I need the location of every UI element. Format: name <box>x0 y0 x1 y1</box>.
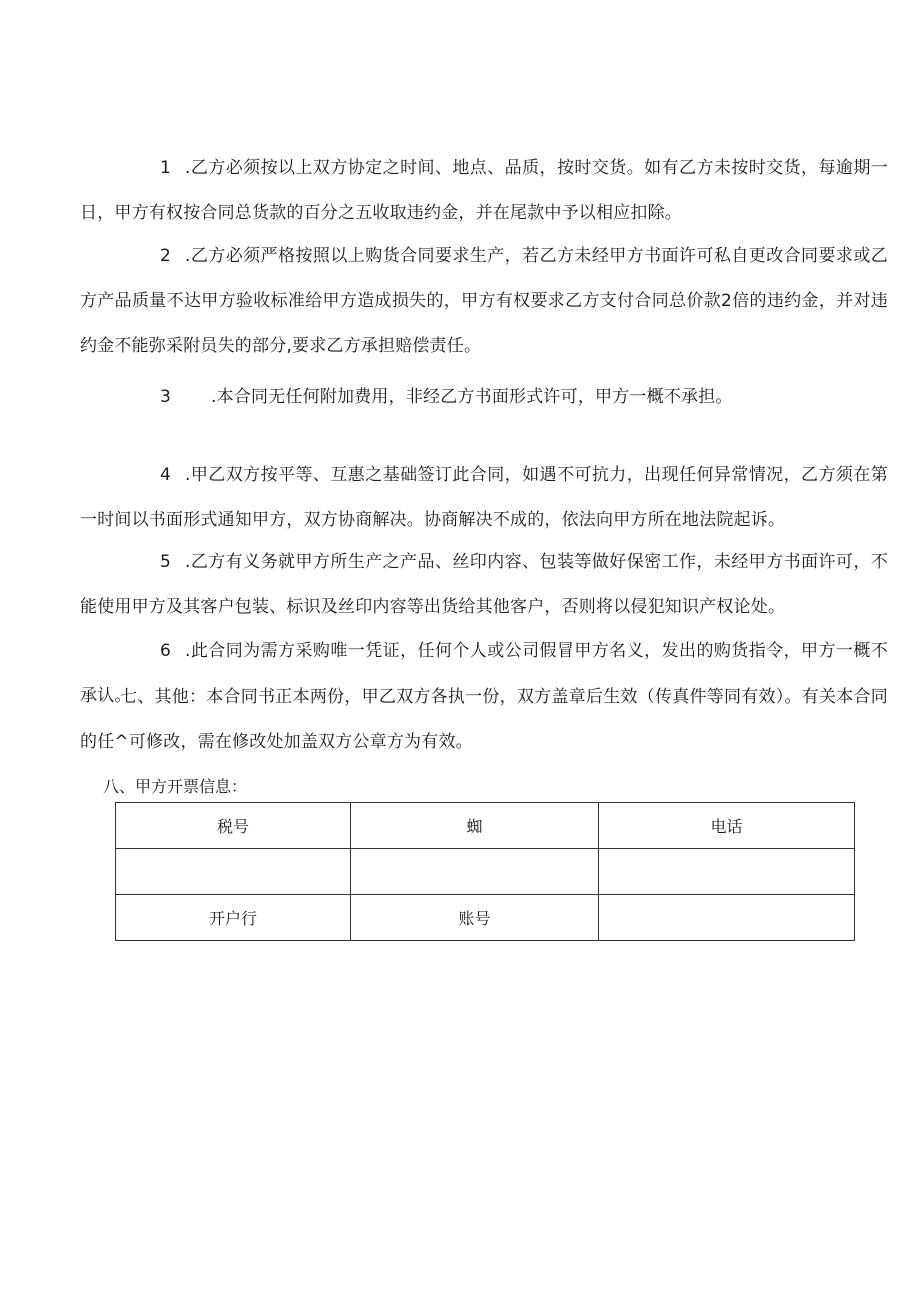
clause-3 <box>80 375 888 420</box>
clause-other <box>80 675 888 765</box>
clause-text: .乙方必须严格按照以上购货合同要求生产，若乙方未经甲方书面许可私自更改合同要求或乙方产品质量不达甲方验收标准给甲方造成损失的，甲方有权要求乙方支付合同总价款2倍的违约金，并对违约金不能弥采附员失的部分,要求乙方承担赔偿责任。 <box>80 246 888 356</box>
invoice-section-title: 八、甲方开票信息： <box>103 777 248 796</box>
clause-number: 6 <box>160 641 172 661</box>
table-header-cell: 蜘 <box>351 803 599 849</box>
table-row <box>116 895 855 941</box>
table-row <box>116 849 855 895</box>
table-cell: 开户行 <box>116 895 351 941</box>
table-header-cell: 税号 <box>116 803 351 849</box>
table-cell <box>599 849 855 895</box>
clause-text: .此合同为需方采购唯一凭证，任何个人或公司假冒甲方名义，发出的购货指令，甲方一概不承认。 <box>80 641 888 706</box>
clause-text: 七、其他：本合同书正本两份，甲乙双方各执一份，双方盖章后生效（传真件等同有效）。有关本合同的任^可修改，需在修改处加盖双方公章方为有效。 <box>80 687 888 752</box>
clause-5 <box>80 540 888 630</box>
clause-number: 3 <box>160 387 172 407</box>
table-header-cell: 电话 <box>599 803 855 849</box>
clause-text: .本合同无任何附加费用，非经乙方书面形式许可，甲方一概不承担。 <box>211 387 733 407</box>
invoice-info-table <box>115 802 855 941</box>
clause-2 <box>80 234 888 369</box>
clause-number: 5 <box>160 552 172 572</box>
clause-4 <box>80 453 888 543</box>
clause-number: 2 <box>160 246 172 266</box>
clause-text: .乙方有义务就甲方所生产之产品、丝印内容、包装等做好保密工作，未经甲方书面许可，不能使用甲方及其客户包装、标识及丝印内容等出货给其他客户，否则将以侵犯知识产权论处。 <box>80 552 888 617</box>
clause-number: 4 <box>160 465 172 485</box>
table-cell <box>116 849 351 895</box>
table-cell: 账号 <box>351 895 599 941</box>
table-cell <box>599 895 855 941</box>
clause-number: 1 <box>160 158 172 178</box>
clause-text: .乙方必须按以上双方协定之时间、地点、品质，按时交货。如有乙方未按时交货，每逾期一日，甲方有权按合同总货款的百分之五收取违约金，并在尾款中予以相应扣除。 <box>80 158 888 223</box>
table-row <box>116 803 855 849</box>
table-cell <box>351 849 599 895</box>
clause-1 <box>80 146 888 236</box>
clause-text: .甲乙双方按平等、互惠之基础签订此合同，如遇不可抗力，出现任何异常情况，乙方须在第一时间以书面形式通知甲方，双方协商解决。协商解决不成的，依法向甲方所在地法院起诉。 <box>80 465 888 530</box>
